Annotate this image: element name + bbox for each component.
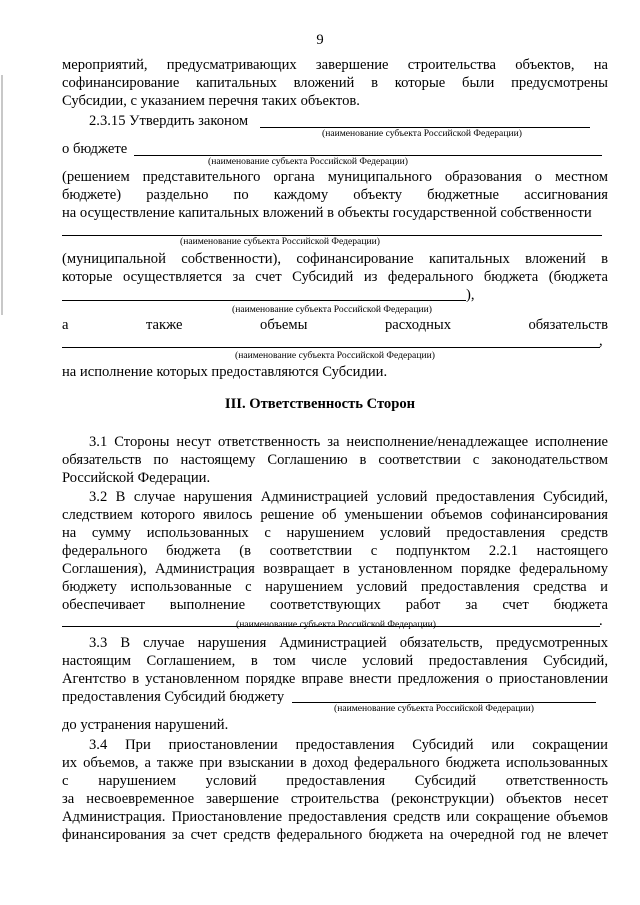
text-line: настоящим Соглашением, в том числе условий предоставления Субсидий, — [62, 653, 608, 669]
text-line: следствием которого явилось решение об уменьшении объемов софинансирования — [62, 507, 608, 523]
field-caption: (наименование субъекта Российской Федерации) — [236, 619, 436, 630]
field-caption: (наименование субъекта Российской Федерации) — [180, 236, 380, 247]
text-line: ), — [466, 287, 475, 303]
text-line: 3.4 При приостановлении предоставления Субсидий или сокращении — [89, 737, 608, 753]
text-line: федерального бюджета (в соответствии с подпунктом 2.2.1 настоящего — [62, 543, 608, 559]
text-line: а также объемы расходных обязательств — [62, 317, 608, 333]
scan-edge-artifact — [1, 75, 3, 315]
text-line: 3.1 Стороны несут ответственность за неисполнение/ненадлежащее исполнение — [89, 434, 608, 450]
text-line: с нарушением условий предоставления Субсидий ответственность — [62, 773, 608, 789]
text-line: их объемов, а также при взыскании в доход федерального бюджета использованных — [62, 755, 608, 771]
text-line: (решением представительного органа муниципального образования о местном — [62, 169, 608, 185]
text-line: 2.3.15 Утвердить законом — [89, 113, 249, 129]
text-line: , — [599, 333, 603, 349]
page-number: 9 — [316, 32, 324, 48]
field-caption: (наименование субъекта Российской Федерации) — [208, 156, 408, 167]
text-line: финансирования за счет средств федерального бюджета на очередной год не влечет — [62, 827, 608, 843]
field-caption: (наименование субъекта Российской Федерации) — [322, 128, 522, 139]
text-line: Российской Федерации. — [62, 470, 211, 486]
blank-line — [62, 300, 466, 301]
field-caption: (наименование субъекта Российской Федерации) — [232, 304, 432, 315]
text-line: на исполнение которых предоставляются Субсидии. — [62, 364, 388, 380]
text-line: обеспечивает выполнение соответствующих работ за счет бюджета — [62, 597, 608, 613]
text-line: 3.2 В случае нарушения Администрацией условий предоставления Субсидий, — [89, 489, 608, 505]
text-line: предоставления Субсидий бюджету — [62, 689, 285, 705]
text-line: которые осуществляется за счет Субсидий из федерального бюджета (бюджета — [62, 269, 608, 285]
blank-line — [62, 347, 600, 348]
text-line: до устранения нарушений. — [62, 717, 229, 733]
text-line: Администрация. Приостановление предоставления средств или сокращение объемов — [62, 809, 608, 825]
text-line: за несвоевременное завершение строительства (реконструкции) объектов несет — [62, 791, 608, 807]
text-line: (муниципальной собственности), софинансирование капитальных вложений в — [62, 251, 608, 267]
field-caption: (наименование субъекта Российской Федерации) — [334, 703, 534, 714]
text-line: о бюджете — [62, 141, 128, 157]
text-line: 3.3 В случае нарушения Администрацией обязательств, предусмотренных — [89, 635, 608, 651]
text-line: . — [599, 613, 603, 629]
section-heading: III. Ответственность Сторон — [224, 396, 416, 412]
text-line: мероприятий, предусматривающих завершение строительства объектов, на — [62, 57, 608, 73]
text-line: Субсидии, с указанием перечня таких объектов. — [62, 93, 360, 109]
text-line: бюджету использованные с нарушением условий предоставления средства и — [62, 579, 608, 595]
field-caption: (наименование субъекта Российской Федерации) — [235, 350, 435, 361]
text-line: софинансирование капитальных вложений в которые были предусмотрены — [62, 75, 608, 91]
text-line: Агентство в установленном порядке вправе внести предложения о приостановлении — [62, 671, 608, 687]
text-line: на осуществление капитальных вложений в объекты государственной собственности — [62, 205, 592, 221]
text-line: на сумму использованных с нарушением условий предоставления средств — [62, 525, 608, 541]
text-line: обязательств по настоящему Соглашению в соответствии с законодательством — [62, 452, 608, 468]
text-line: Соглашения), Администрация возвращает в установленном порядке федеральному — [62, 561, 608, 577]
text-line: бюджете) раздельно по каждому объекту бюджетные ассигнования — [62, 187, 608, 203]
